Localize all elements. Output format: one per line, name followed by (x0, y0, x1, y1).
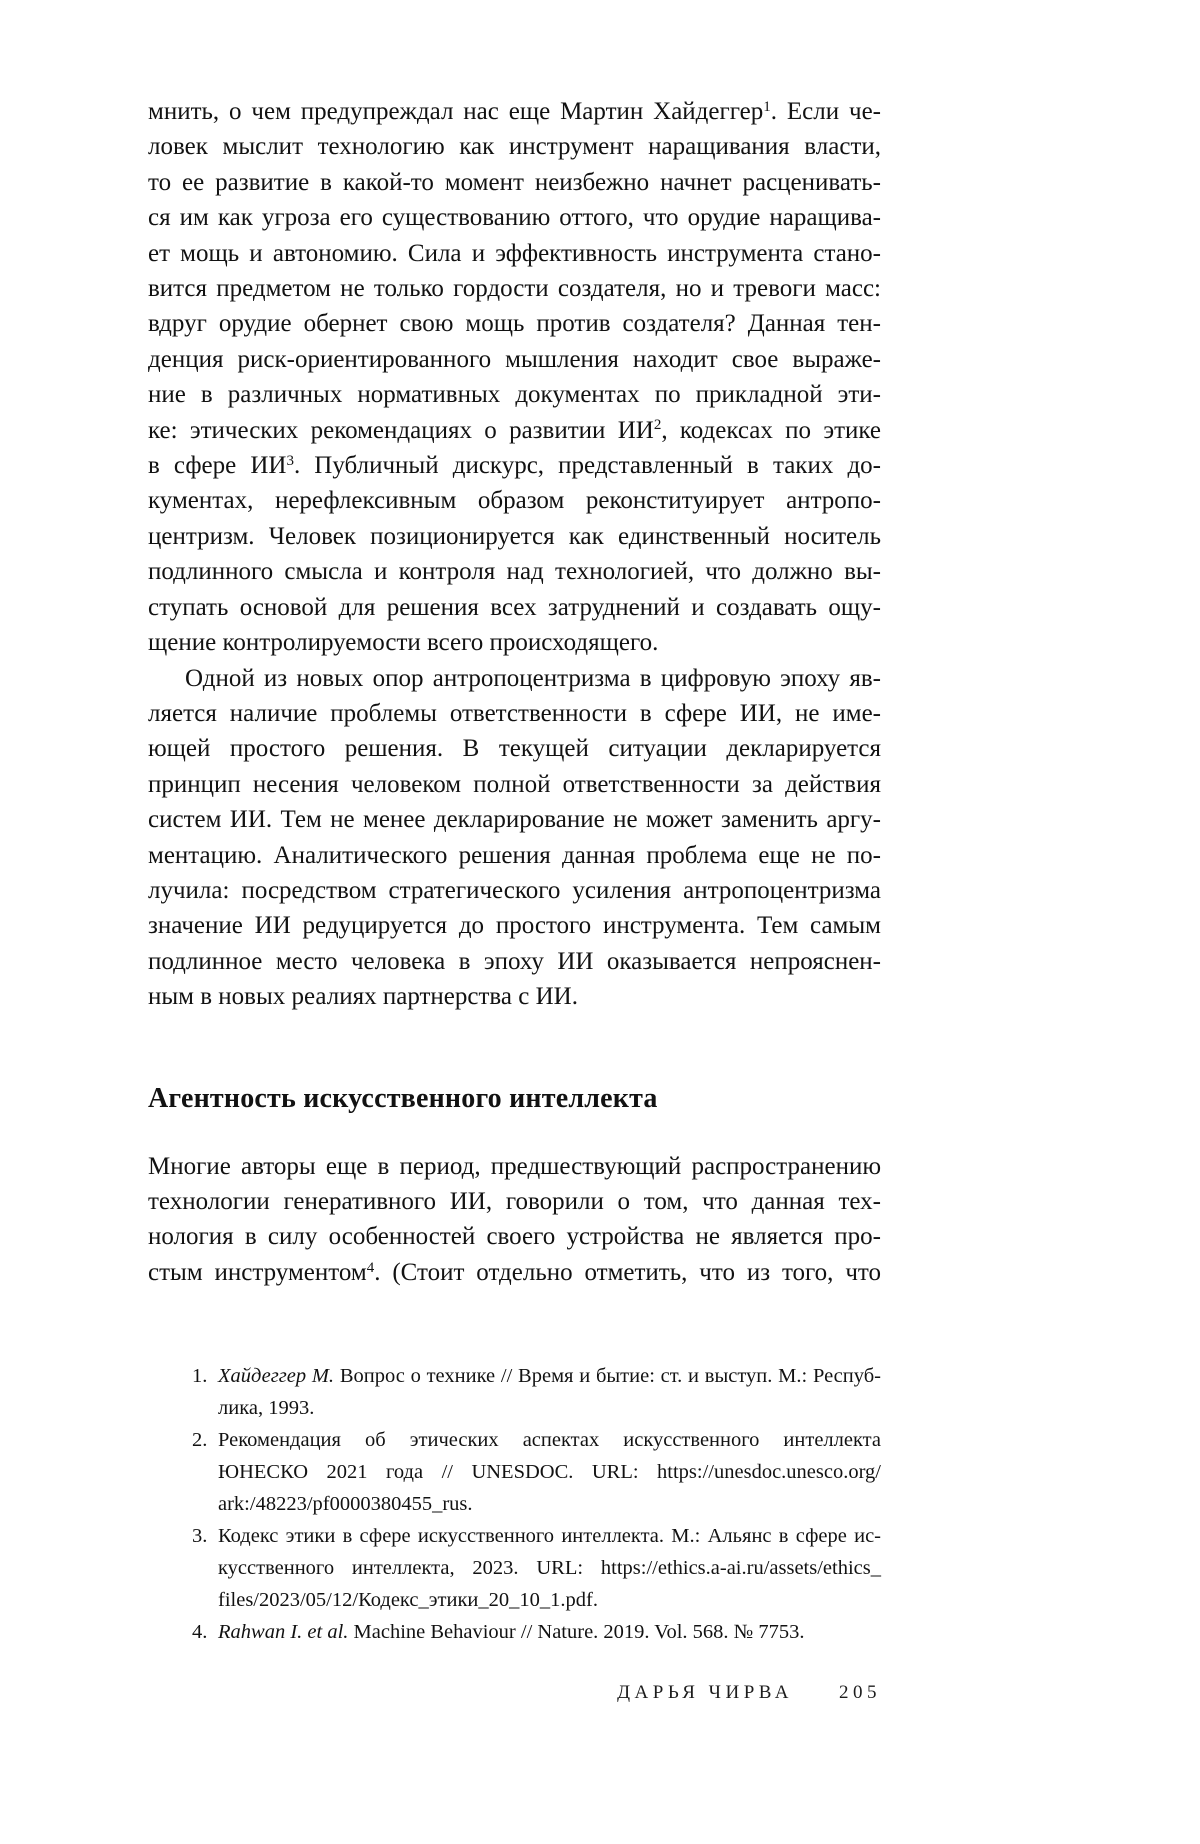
text-segment: files/2023/05/12/Кодекс_этики_20_10_1.pdf. (218, 1589, 598, 1612)
text-line (148, 236, 881, 271)
text-segment: нология в силу особенностей своего устройства не является про- (148, 1223, 881, 1251)
footnote-number: 3. (192, 1525, 208, 1548)
text-segment: . Публичный дискурс, представленный в таких до- (293, 452, 881, 480)
text-line (148, 767, 881, 802)
text-line (148, 661, 881, 696)
footer-author: ДАРЬЯ ЧИРВА (617, 1682, 793, 1703)
footnote-number: 4. (192, 1621, 208, 1644)
text-column (148, 94, 881, 1648)
text-line (148, 696, 881, 731)
text-segment: ЮНЕСКО 2021 года // UNESDOC. URL: https://unesdoc.unesco.org/ (218, 1461, 881, 1484)
body-blocks (148, 94, 881, 1290)
text-segment: Кодекс этики в сфере искусственного интеллекта. М.: Альянс в сфере ис- (218, 1525, 881, 1548)
text-segment: щение контролируемости всего происходящего. (148, 629, 659, 657)
text-segment: вится предметом не только гордости создателя, но и тревоги масс: (148, 275, 881, 303)
text-segment: Machine Behaviour // Nature. 2019. Vol. 568. № 7753. (348, 1621, 805, 1644)
footnote-marker: 1 (763, 98, 771, 115)
text-segment: кусственного интеллекта, 2023. URL: https://ethics.a-ai.ru/assets/ethics_ (218, 1557, 881, 1580)
text-line (148, 908, 881, 943)
text-segment: . (Стоит отдельно отметить, что из того, что (374, 1258, 881, 1286)
text-line (148, 448, 881, 483)
text-segment: , кодексах по этике (661, 416, 882, 444)
text-line (148, 519, 881, 554)
text-segment: подлинное место человека в эпоху ИИ оказывается непрояснен- (148, 947, 881, 975)
text-segment: принцип несения человеком полной ответственности за действия (148, 770, 881, 798)
footnote-marker: 2 (653, 417, 662, 434)
text-segment: Многие авторы еще в период, предшествующий распространению (148, 1152, 881, 1180)
text-line (148, 873, 881, 908)
text-line (148, 129, 881, 164)
text-line (148, 306, 881, 341)
footnote (148, 1616, 881, 1648)
footnotes (148, 1360, 881, 1648)
paragraph (148, 1149, 881, 1291)
text-segment: лика, 1993. (218, 1397, 315, 1420)
text-segment: ющей простого решения. В текущей ситуации декларируется (148, 735, 881, 763)
footer-page-number: 205 (839, 1682, 881, 1703)
text-line (148, 1219, 881, 1254)
text-segment: стым инструментом (148, 1258, 367, 1286)
paragraph (148, 661, 881, 1015)
text-segment: Одной из новых опор антропоцентризма в цифровую эпоху яв- (185, 664, 881, 692)
text-segment: мнить, о чем предупреждал нас еще Мартин Хайдеггер (148, 98, 764, 125)
text-segment: технологии генеративного ИИ, говорили о том, что данная тех- (148, 1187, 881, 1215)
text-line (148, 731, 881, 766)
text-segment: ark:/48223/pf0000380455_rus. (218, 1493, 473, 1516)
text-segment: ся им как угроза его существованию оттого, что орудие наращива- (148, 204, 881, 232)
text-segment: вдруг орудие обернет свою мощь против создателя? Данная тен- (148, 310, 881, 338)
text-segment: ным в новых реалиях партнерства с ИИ. (148, 983, 578, 1011)
text-segment: Rahwan I. et al. (218, 1621, 349, 1644)
text-line (148, 200, 881, 235)
text-line (148, 1184, 881, 1219)
text-line (148, 802, 881, 837)
footnote (148, 1360, 881, 1424)
text-segment: ляется наличие проблемы ответственности в сфере ИИ, не име- (148, 699, 881, 727)
footnote-number: 2. (192, 1429, 208, 1452)
footnote-line (218, 1584, 881, 1616)
footnote (148, 1424, 881, 1520)
page-footer (148, 1682, 881, 1704)
text-line (148, 554, 881, 589)
footnote (148, 1520, 881, 1616)
text-segment: ке: этических рекомендациях о развитии ИИ (148, 416, 654, 444)
text-line (148, 94, 881, 129)
text-line (148, 979, 881, 1014)
footnote-marker: 4 (366, 1259, 375, 1276)
text-segment: подлинного смысла и контроля над технологией, что должно вы- (148, 558, 881, 586)
text-line (148, 590, 881, 625)
text-line (148, 838, 881, 873)
text-segment: Вопрос о технике // Время и бытие: ст. и выступ. М.: Респуб- (334, 1365, 881, 1388)
text-line (148, 483, 881, 518)
footnote-line (192, 1424, 881, 1456)
text-line (148, 165, 881, 200)
footnote-line (218, 1552, 881, 1584)
text-line (148, 342, 881, 377)
text-segment: ментацию. Аналитического решения данная проблема еще не по- (148, 841, 881, 869)
text-segment: ние в различных нормативных документах по прикладной эти- (148, 381, 881, 409)
footnote-line (218, 1488, 881, 1520)
text-segment: Рекомендация об этических аспектах искусственного интеллекта (218, 1429, 881, 1452)
text-line (148, 377, 881, 412)
text-line (148, 1149, 881, 1184)
text-segment: . Если че- (770, 98, 881, 125)
text-segment: кументах, нерефлексивным образом реконституирует антропо- (148, 487, 881, 515)
text-line (148, 625, 881, 660)
paragraph (148, 94, 881, 661)
footnote-line (218, 1392, 881, 1424)
text-segment: в сфере ИИ (148, 452, 287, 480)
text-line (148, 1255, 881, 1290)
text-segment: денция риск-ориентированного мышления находит свое выраже- (148, 345, 881, 373)
section-heading: Агентность искусственного интеллекта (148, 1082, 658, 1114)
text-line (148, 413, 881, 448)
text-segment: ет мощь и автономию. Сила и эффективность инструмента стано- (148, 239, 881, 267)
text-segment: Хайдеггер М. (218, 1365, 335, 1388)
footnote-line (192, 1360, 881, 1392)
footnote-line (218, 1456, 881, 1488)
footnote-marker: 3 (286, 452, 294, 469)
text-segment: лучила: посредством стратегического усиления антропоцентризма (148, 876, 881, 904)
text-segment: систем ИИ. Тем не менее декларирование не может заменить аргу- (148, 806, 881, 834)
text-segment: ступать основой для решения всех затруднений и создавать ощу- (148, 593, 881, 621)
text-segment: значение ИИ редуцируется до простого инструмента. Тем самым (148, 912, 881, 940)
text-line (148, 271, 881, 306)
text-segment: центризм. Человек позиционируется как единственный носитель (148, 522, 881, 550)
footnote-line (192, 1616, 881, 1648)
text-segment: ловек мыслит технологию как инструмент наращивания власти, (148, 133, 881, 161)
footnote-line (192, 1520, 881, 1552)
text-line (148, 944, 881, 979)
footnote-number: 1. (192, 1365, 208, 1388)
text-segment: то ее развитие в какой-то момент неизбежно начнет расценивать- (148, 168, 881, 196)
